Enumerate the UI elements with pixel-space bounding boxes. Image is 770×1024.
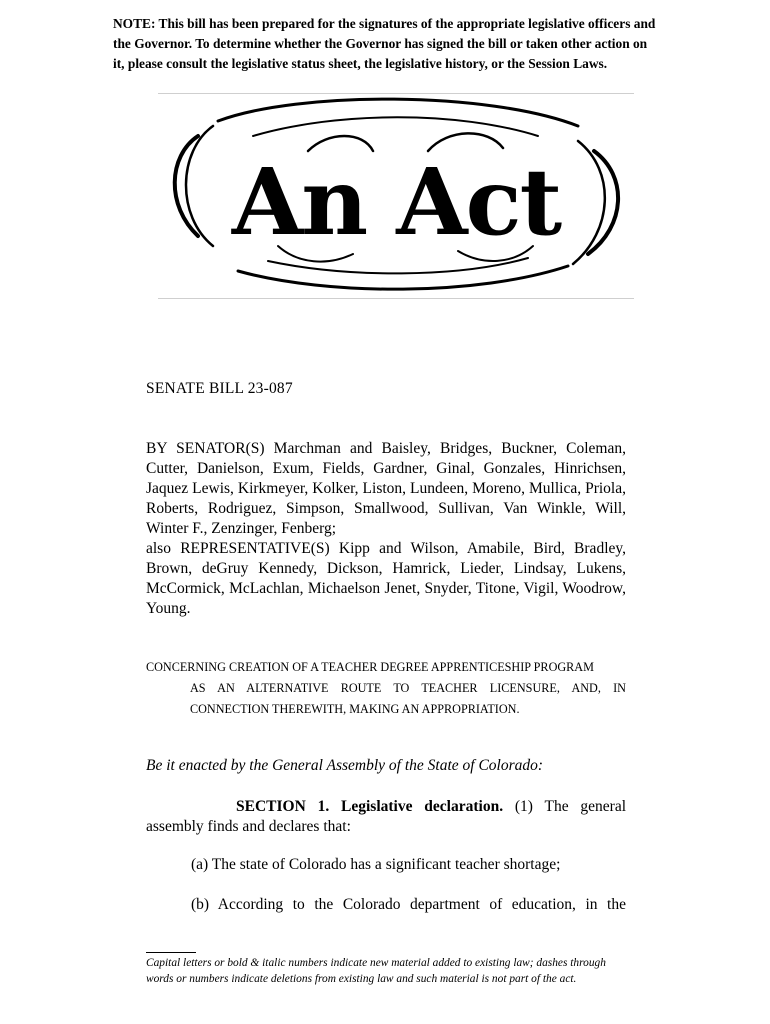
enacting-clause: Be it enacted by the General Assembly of the State of Colorado: xyxy=(146,757,544,774)
an-act-seal-text: An Act xyxy=(231,148,561,256)
footnote: Capital letters or bold & italic numbers indicate new material added to existing law; dashes through words or numbers indicate deletions from existing law and such material is not part of the act. xyxy=(146,957,606,985)
bill-title xyxy=(146,657,626,720)
section-1 xyxy=(146,797,626,837)
bill-title-line-1: CONCERNING CREATION OF A TEACHER DEGREE APPRENTICESHIP PROGRAM xyxy=(146,660,594,674)
house-sponsors: also REPRESENTATIVE(S) Kipp and Wilson, Amabile, Bird, Bradley, Brown, deGruy Kennedy, Dickson, Hamrick, Lieder, Lindsay, Lukens, McCormick, McLachlan, Michaelson Jenet, Snyder, Titone, Vigil, Woodrow, Young. xyxy=(146,540,626,617)
bottom-rule xyxy=(158,298,634,299)
item-b: (b) According to the Colorado department of education, in the xyxy=(191,896,626,913)
footnote-rule xyxy=(146,952,196,953)
sponsors xyxy=(146,439,626,619)
legislative-note: NOTE: This bill has been prepared for the signatures of the appropriate legislative officers and the Governor. To determine whether the Governor has signed the bill or taken other action on it, please consult the legislative status sheet, the legislative history, or the Session Laws. xyxy=(113,16,656,71)
an-act-seal xyxy=(158,96,634,298)
senate-sponsors: BY SENATOR(S) Marchman and Baisley, Bridges, Buckner, Coleman, Cutter, Danielson, Exum, Fields, Gardner, Ginal, Gonzales, Hinrichsen, Jaquez Lewis, Kirkmeyer, Kolker, Liston, Lundeen, Moreno, Mullica, Priola, Roberts, Rodriguez, Simpson, Smallwood, Sullivan, Van Winkle, Will, Winter F., Zenzinger, Fenberg; xyxy=(146,440,626,537)
bill-number: SENATE BILL 23-087 xyxy=(146,380,293,397)
section-1-text: (1) The general assembly finds and declares that: xyxy=(146,798,627,835)
section-1-heading: SECTION 1. Legislative declaration. xyxy=(236,798,504,815)
bill-title-line-3: CONNECTION THEREWITH, MAKING AN APPROPRIATION. xyxy=(190,702,520,716)
top-rule xyxy=(158,93,634,94)
item-a: (a) The state of Colorado has a significant teacher shortage; xyxy=(191,856,561,873)
bill-title-line-2: AS AN ALTERNATIVE ROUTE TO TEACHER LICENSURE, AND, IN xyxy=(190,681,626,695)
